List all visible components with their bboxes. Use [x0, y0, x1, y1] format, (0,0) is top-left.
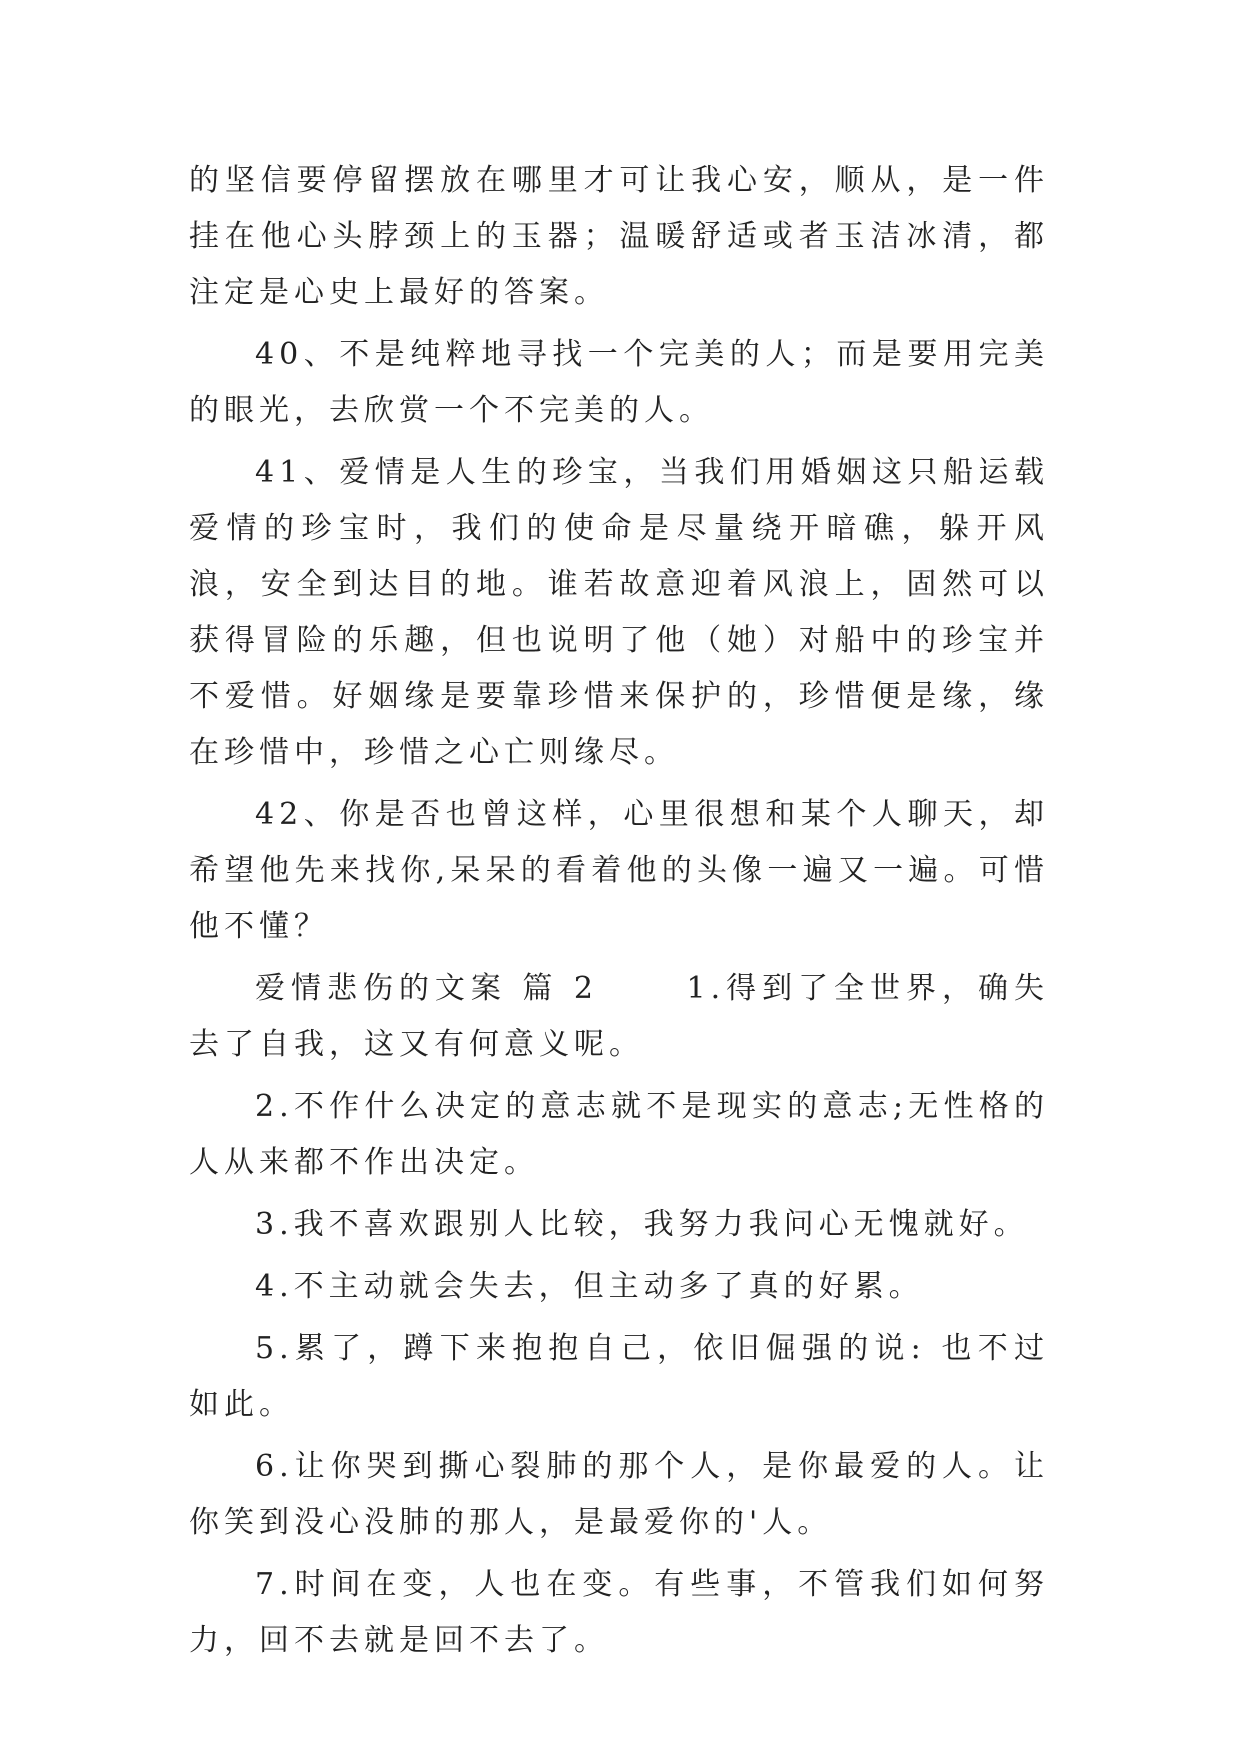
- paragraph-item-3: 3.我不喜欢跟别人比较，我努力我问心无愧就好。: [255, 1207, 1029, 1242]
- paragraph-item-4: 4.不主动就会失去，但主动多了真的好累。: [255, 1269, 924, 1304]
- paragraph-item-42: 42、你是否也曾这样，心里很想和某个人聊天，却希望他先来找你,呆呆的看着他的头像一遍又一遍。可惜他不懂？: [189, 797, 1049, 944]
- section-2-heading-paragraph: 爱情悲伤的文案 篇 2 1.得到了全世界，确失去了自我，这又有何意义呢。: [189, 971, 1049, 1062]
- paragraph-item-2: 2.不作什么决定的意志就不是现实的意志;无性格的人从来都不作出决定。: [189, 1089, 1049, 1180]
- paragraph-continued: 的坚信要停留摆放在哪里才可让我心安，顺从，是一件挂在他心头脖颈上的玉器；温暖舒适或者玉洁冰清，都注定是心史上最好的答案。: [189, 163, 1049, 310]
- paragraph-item-41: 41、爱情是人生的珍宝，当我们用婚姻这只船运载爱情的珍宝时，我们的使命是尽量绕开暗礁，躲开风浪，安全到达目的地。谁若故意迎着风浪上，固然可以获得冒险的乐趣，但也说明了他（她）对船中的珍宝并不爱惜。好姻缘是要靠珍惜来保护的，珍惜便是缘，缘在珍惜中，珍惜之心亡则缘尽。: [189, 455, 1049, 770]
- document-body: [189, 153, 1049, 1675]
- paragraph-item-6: 6.让你哭到撕心裂肺的那个人，是你最爱的人。让你笑到没心没肺的那人，是最爱你的'人。: [189, 1449, 1049, 1540]
- paragraph-item-7: 7.时间在变，人也在变。有些事，不管我们如何努力，回不去就是回不去了。: [189, 1567, 1049, 1658]
- paragraph-item-40: 40、不是纯粹地寻找一个完美的人；而是要用完美的眼光，去欣赏一个不完美的人。: [189, 337, 1049, 428]
- paragraph-item-5: 5.累了，蹲下来抱抱自己，依旧倔强的说: 也不过如此。: [189, 1331, 1049, 1422]
